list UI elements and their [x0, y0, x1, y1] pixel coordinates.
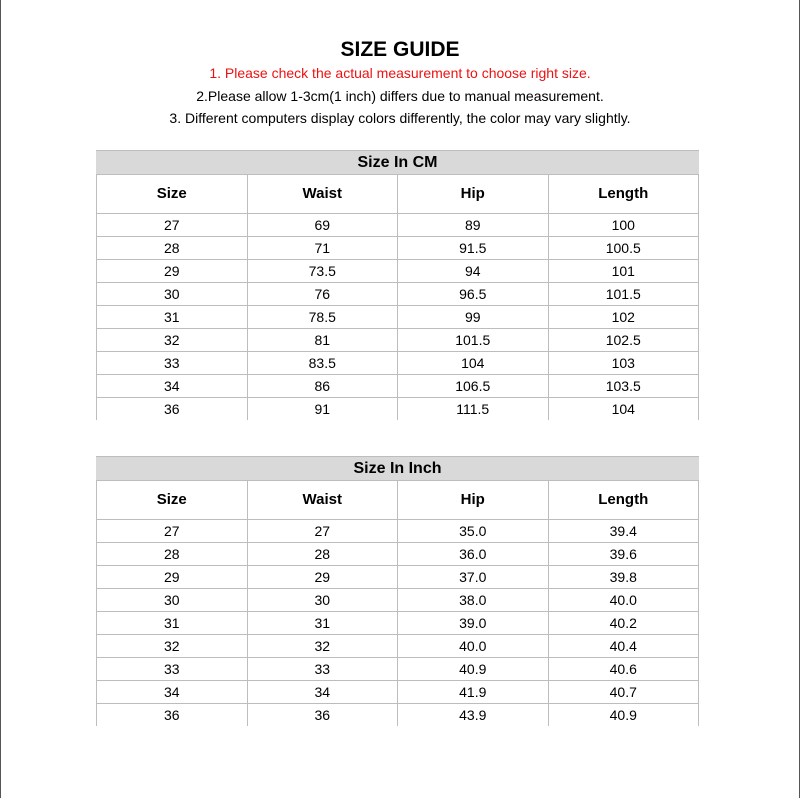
cell-waist: 83.5: [247, 352, 398, 375]
cell-size: 34: [96, 681, 247, 704]
size-table-cm: [96, 150, 699, 420]
cell-waist: 30: [247, 589, 398, 612]
cell-hip: 94: [397, 260, 548, 283]
note-1: 1. Please check the actual measurement to choose right size.: [209, 65, 591, 81]
table-row: [96, 329, 699, 352]
cell-waist: 27: [247, 520, 398, 543]
cell-length: 103: [548, 352, 700, 375]
cell-waist: 73.5: [247, 260, 398, 283]
cell-size: 36: [96, 398, 247, 420]
table-row: [96, 612, 699, 635]
cell-length: 40.4: [548, 635, 700, 658]
cell-size: 36: [96, 704, 247, 726]
cell-size: 32: [96, 329, 247, 352]
note-3: 3. Different computers display colors differently, the color may vary slightly.: [169, 110, 631, 126]
cell-hip: 111.5: [397, 398, 548, 420]
table-row: [96, 214, 699, 237]
table-row: [96, 635, 699, 658]
header-length: Length: [548, 480, 700, 520]
cell-hip: 38.0: [397, 589, 548, 612]
table-row: [96, 260, 699, 283]
table-row: [96, 398, 699, 420]
cell-length: 102: [548, 306, 700, 329]
cell-size: 28: [96, 237, 247, 260]
table-row: [96, 543, 699, 566]
cell-hip: 101.5: [397, 329, 548, 352]
cell-length: 39.4: [548, 520, 700, 543]
size-table-inch: [96, 456, 699, 726]
table-row: [96, 566, 699, 589]
header-size: Size: [96, 480, 247, 520]
cell-hip: 37.0: [397, 566, 548, 589]
cell-waist: 36: [247, 704, 398, 726]
table-title: Size In Inch: [96, 456, 699, 480]
cell-hip: 40.0: [397, 635, 548, 658]
header-waist: Waist: [247, 174, 398, 214]
cell-size: 31: [96, 306, 247, 329]
cell-size: 30: [96, 589, 247, 612]
header-hip: Hip: [397, 174, 548, 214]
cell-size: 27: [96, 214, 247, 237]
cell-waist: 33: [247, 658, 398, 681]
table-body: [96, 214, 699, 420]
cell-hip: 36.0: [397, 543, 548, 566]
cell-size: 28: [96, 543, 247, 566]
table-header-row: [96, 174, 699, 214]
table-row: [96, 283, 699, 306]
cell-length: 101: [548, 260, 700, 283]
cell-waist: 34: [247, 681, 398, 704]
cell-size: 33: [96, 658, 247, 681]
cell-hip: 89: [397, 214, 548, 237]
cell-hip: 40.9: [397, 658, 548, 681]
cell-hip: 91.5: [397, 237, 548, 260]
cell-hip: 41.9: [397, 681, 548, 704]
table-row: [96, 375, 699, 398]
note-2: 2.Please allow 1-3cm(1 inch) differs due to manual measurement.: [196, 88, 604, 104]
table-title: Size In CM: [96, 150, 699, 174]
cell-length: 104: [548, 398, 700, 420]
cell-waist: 71: [247, 237, 398, 260]
cell-hip: 43.9: [397, 704, 548, 726]
cell-waist: 86: [247, 375, 398, 398]
table-body: [96, 520, 699, 726]
cell-size: 27: [96, 520, 247, 543]
cell-length: 40.6: [548, 658, 700, 681]
cell-size: 31: [96, 612, 247, 635]
header-size: Size: [96, 174, 247, 214]
cell-waist: 78.5: [247, 306, 398, 329]
table-row: [96, 520, 699, 543]
cell-waist: 32: [247, 635, 398, 658]
table-row: [96, 704, 699, 726]
cell-length: 40.2: [548, 612, 700, 635]
cell-length: 40.9: [548, 704, 700, 726]
cell-waist: 31: [247, 612, 398, 635]
cell-length: 103.5: [548, 375, 700, 398]
cell-hip: 104: [397, 352, 548, 375]
cell-size: 34: [96, 375, 247, 398]
table-row: [96, 658, 699, 681]
cell-waist: 76: [247, 283, 398, 306]
cell-length: 39.8: [548, 566, 700, 589]
cell-hip: 99: [397, 306, 548, 329]
header-hip: Hip: [397, 480, 548, 520]
table-row: [96, 352, 699, 375]
cell-length: 102.5: [548, 329, 700, 352]
cell-waist: 81: [247, 329, 398, 352]
page-title: SIZE GUIDE: [340, 38, 460, 61]
cell-length: 39.6: [548, 543, 700, 566]
table-row: [96, 306, 699, 329]
cell-length: 40.7: [548, 681, 700, 704]
cell-length: 40.0: [548, 589, 700, 612]
header-length: Length: [548, 174, 700, 214]
cell-size: 32: [96, 635, 247, 658]
cell-hip: 106.5: [397, 375, 548, 398]
cell-hip: 35.0: [397, 520, 548, 543]
header-waist: Waist: [247, 480, 398, 520]
cell-waist: 91: [247, 398, 398, 420]
table-header-row: [96, 480, 699, 520]
cell-waist: 29: [247, 566, 398, 589]
cell-hip: 39.0: [397, 612, 548, 635]
table-row: [96, 681, 699, 704]
cell-length: 100.5: [548, 237, 700, 260]
cell-length: 101.5: [548, 283, 700, 306]
cell-size: 33: [96, 352, 247, 375]
table-row: [96, 237, 699, 260]
table-row: [96, 589, 699, 612]
cell-size: 30: [96, 283, 247, 306]
cell-hip: 96.5: [397, 283, 548, 306]
cell-size: 29: [96, 566, 247, 589]
cell-size: 29: [96, 260, 247, 283]
cell-waist: 69: [247, 214, 398, 237]
cell-length: 100: [548, 214, 700, 237]
cell-waist: 28: [247, 543, 398, 566]
